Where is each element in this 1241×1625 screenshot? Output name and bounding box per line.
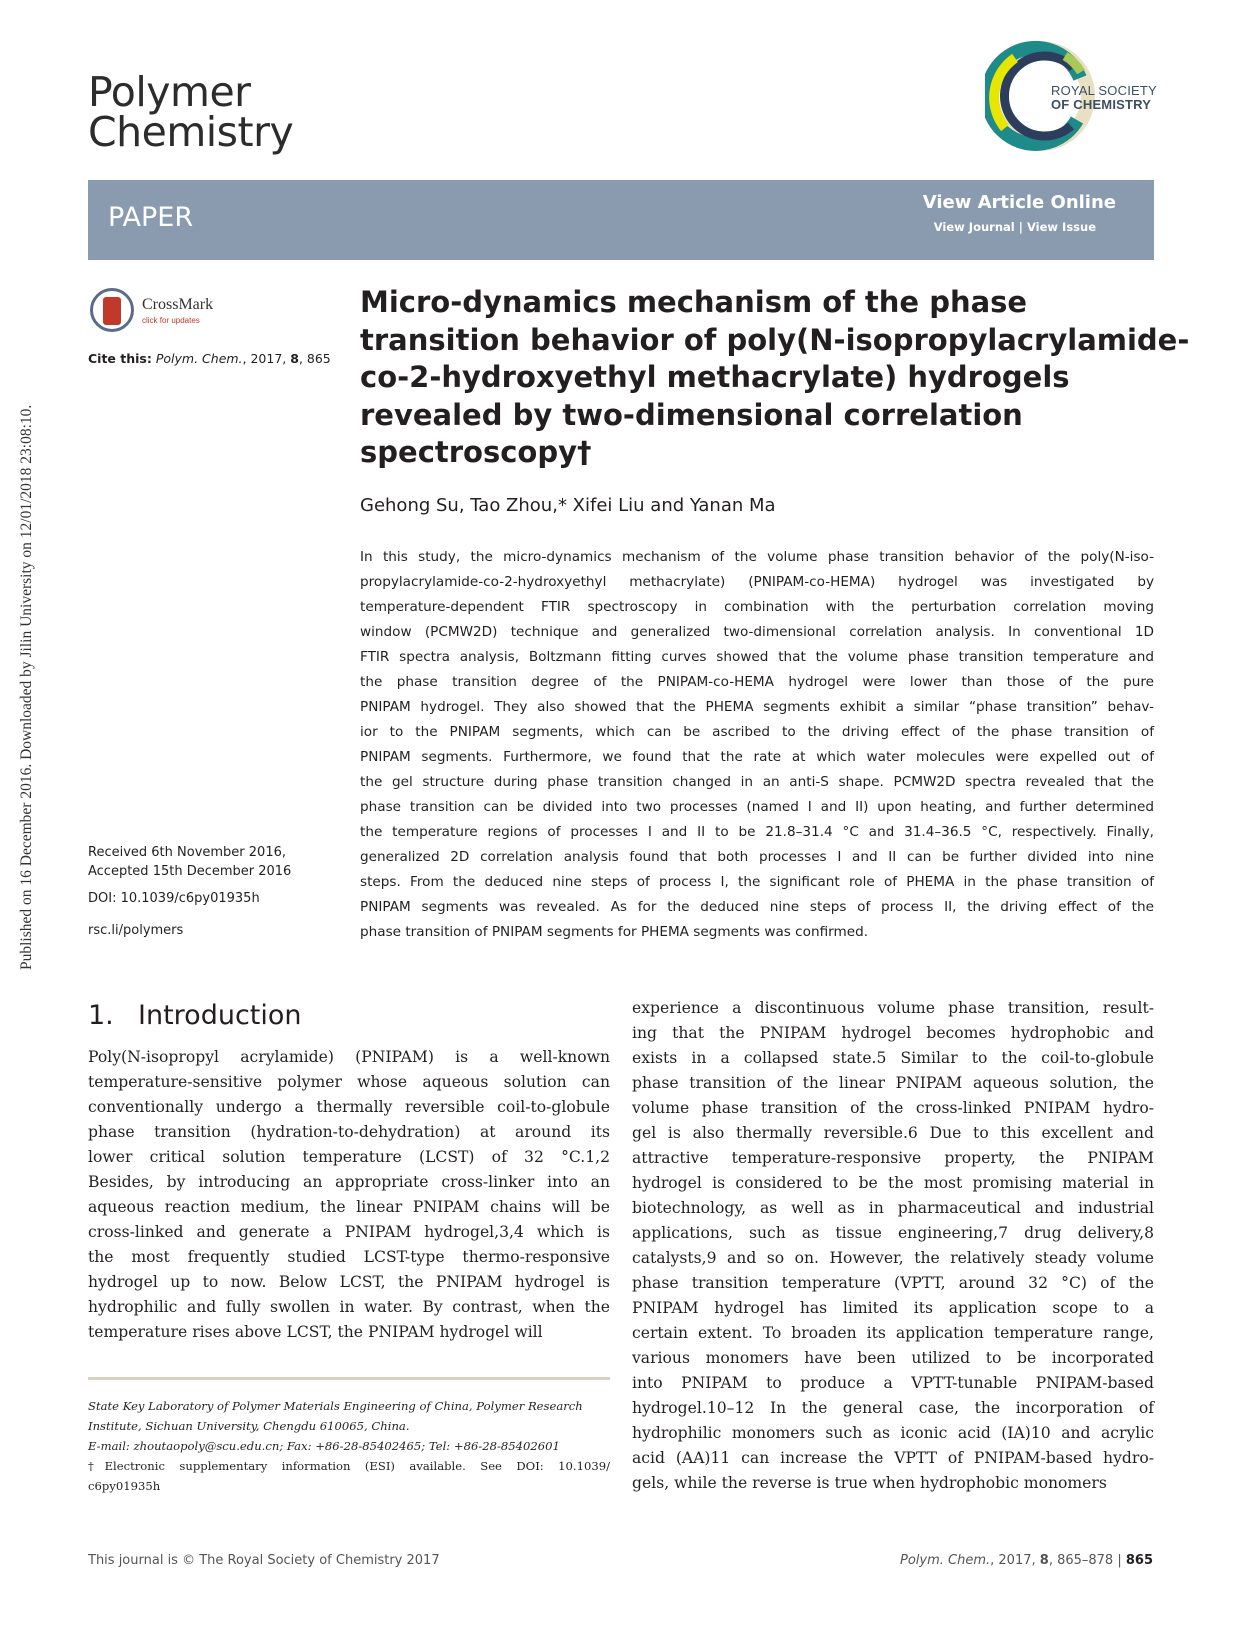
esi-note: †Electronic supplementary information (ESI) available. See DOI: 10.1039/ — [88, 1459, 610, 1473]
page-number: 865 — [1125, 1553, 1153, 1568]
cite-volume: 8 — [290, 351, 299, 366]
body-text-line: hydrogel up to now. Below LCST, the PNIPAM hydrogel is — [88, 1273, 610, 1291]
abstract-line: temperature-dependent FTIR spectroscopy in combination with the perturbation correlation moving — [360, 599, 1154, 615]
body-text-line: gels, while the reverse is true when hydrophobic monomers — [632, 1474, 1107, 1492]
abstract-line: FTIR spectra analysis, Boltzmann fitting curves showed that the volume phase transition temperature and — [360, 649, 1154, 665]
title-line: Micro-dynamics mechanism of the phase — [360, 285, 1028, 319]
cite-page: , 865 — [298, 351, 331, 366]
body-text-line: attractive temperature-responsive property, the PNIPAM — [632, 1149, 1154, 1167]
body-text-line: temperature-sensitive polymer whose aqueous solution can — [88, 1073, 610, 1091]
contact-line: E-mail: zhoutaopoly@scu.edu.cn; Fax: +86-28-85402465; Tel: +86-28-85402601 — [88, 1439, 560, 1453]
crossmark-label: CrossMark — [142, 296, 214, 313]
body-text-line: exists in a collapsed state.5 Similar to the coil-to-globule — [632, 1049, 1154, 1067]
link-separator: | — [1018, 220, 1023, 234]
body-text-line: acid (AA)11 can increase the VPTT of PNIPAM-based hydro- — [632, 1449, 1154, 1467]
crossmark-sublabel: click for updates — [142, 316, 200, 325]
title-line: revealed by two-dimensional correlation — [360, 397, 1023, 432]
crossmark-button[interactable] — [90, 288, 230, 336]
body-text-line: hydrogel.10–12 In the general case, the incorporation of — [632, 1399, 1154, 1417]
abstract-line: phase transition can be divided into two processes (named I and II) upon heating, and further determined — [360, 799, 1154, 815]
section-title: Introduction — [138, 1000, 302, 1031]
body-text-line: phase transition (hydration-to-dehydration) at around its — [88, 1123, 610, 1141]
body-text-line: biotechnology, as well as in pharmaceutical and industrial — [632, 1199, 1154, 1217]
footer-pages: , 865–878 — [1048, 1553, 1114, 1568]
body-text-line: aqueous reaction medium, the linear PNIPAM chains will be — [88, 1198, 610, 1216]
abstract-line: In this study, the micro-dynamics mechanism of the volume phase transition behavior of the poly(N-iso- — [360, 549, 1154, 565]
section-number: 1. — [88, 1000, 114, 1031]
crossmark-icon — [90, 288, 134, 332]
body-text-line: conventionally undergo a thermally reversible coil-to-globule — [88, 1098, 610, 1116]
abstract-line: phase transition of PNIPAM segments for PHEMA segments was confirmed. — [360, 924, 869, 940]
citation — [88, 351, 331, 366]
royal-society-wordmark — [1051, 84, 1157, 112]
article-title — [360, 284, 1190, 472]
article-type-banner — [88, 180, 1154, 260]
footer-volume: 8 — [1039, 1553, 1049, 1568]
affiliation-line: Institute, Sichuan University, Chengdu 610065, China. — [88, 1419, 410, 1433]
title-line: co-2-hydroxyethyl methacrylate) hydrogels — [360, 360, 1070, 394]
abstract-line: the gel structure during phase transition changed in an anti-S shape. PCMW2D spectra revealed that the — [360, 774, 1154, 790]
download-stamp: Published on 16 December 2016. Downloaded by Jilin University on 12/01/2018 23:08:10. — [18, 404, 35, 970]
body-text-line: hydrophilic and fully swollen in water. By contrast, when the — [88, 1298, 610, 1316]
journal-title-line-2: Chemistry — [88, 108, 294, 156]
journal-title-line-1: Polymer — [88, 68, 251, 116]
abstract-line: steps. From the deduced nine steps of process I, the significant role of PHEMA in the phase transition of — [360, 874, 1154, 890]
abstract-line: the temperature regions of processes I and II to be 21.8–31.4 °C and 31.4–36.5 °C, respectively. Finally, — [360, 824, 1154, 840]
body-text-line: lower critical solution temperature (LCST) of 32 °C.1,2 — [88, 1148, 610, 1166]
abstract-line: PNIPAM segments. Furthermore, we found that the rate at which water molecules were expelled out of — [360, 749, 1154, 765]
body-text-line: temperature rises above LCST, the PNIPAM hydrogel will — [88, 1323, 543, 1341]
body-text-line: experience a discontinuous volume phase transition, result- — [632, 999, 1154, 1017]
footer-journal: Polym. Chem. — [900, 1553, 991, 1568]
view-issue-link[interactable]: View Issue — [1026, 220, 1096, 234]
journal-title — [88, 68, 294, 156]
body-text-line: catalysts,9 and so on. However, the relatively steady volume — [632, 1249, 1154, 1267]
publisher-name-line-2: OF CHEMISTRY — [1051, 97, 1152, 112]
body-text-line: the most frequently studied LCST-type thermo-responsive — [88, 1248, 610, 1266]
author-list: Gehong Su, Tao Zhou,* Xifei Liu and Yanan Ma — [360, 495, 776, 516]
body-text-line: phase transition temperature (VPTT, around 32 °C) of the — [632, 1274, 1154, 1292]
journal-site-link[interactable]: rsc.li/polymers — [88, 923, 184, 938]
section-heading — [88, 1000, 302, 1031]
copyright-footer: This journal is © The Royal Society of Chemistry 2017 — [88, 1553, 440, 1568]
body-text-line: PNIPAM hydrogel has limited its application scope to a — [632, 1299, 1154, 1317]
body-text-line: ing that the PNIPAM hydrogel becomes hydrophobic and — [632, 1024, 1154, 1042]
accepted-date: Accepted 15th December 2016 — [88, 864, 292, 879]
abstract-line: PNIPAM segments was revealed. As for the deduced nine steps of process II, the driving effect of the — [360, 899, 1154, 915]
title-line: spectroscopy† — [360, 435, 592, 469]
received-accepted-dates — [88, 843, 291, 881]
body-text-line: hydrogel is considered to be the most promising material in — [632, 1174, 1154, 1192]
cite-journal: Polym. Chem. — [155, 351, 243, 366]
abstract-line: window (PCMW2D) technique and generalized two-dimensional correlation analysis. In conventional 1D — [360, 624, 1154, 640]
body-text-line: volume phase transition of the cross-linked PNIPAM hydro- — [632, 1099, 1154, 1117]
cite-year: , 2017, — [242, 351, 291, 366]
body-text-line: certain extent. To broaden its application temperature range, — [632, 1324, 1154, 1342]
abstract-line: PNIPAM hydrogel. They also showed that the PHEMA segments exhibit a similar “phase transition” behav- — [360, 699, 1154, 715]
view-journal-link[interactable]: View Journal — [933, 220, 1015, 234]
body-text-line: applications, such as tissue engineering,7 drug delivery,8 — [632, 1224, 1154, 1242]
doi[interactable]: DOI: 10.1039/c6py01935h — [88, 891, 260, 906]
abstract-line: ior to the PNIPAM segments, which can be ascribed to the driving effect of the phase transition of — [360, 724, 1154, 740]
journal-issue-links — [934, 220, 1096, 234]
body-text-line: Poly(N-isopropyl acrylamide) (PNIPAM) is a well-known — [88, 1048, 610, 1066]
abstract-line: propylacrylamide-co-2-hydroxyethyl methacrylate) (PNIPAM-co-HEMA) hydrogel was investigated by — [360, 574, 1154, 590]
body-text-line: hydrophilic monomers such as iconic acid (IA)10 and acrylic — [632, 1424, 1154, 1442]
received-date: Received 6th November 2016, — [88, 845, 286, 860]
body-left-column — [88, 1045, 610, 1345]
body-text-line: various monomers have been utilized to be incorporated — [632, 1349, 1154, 1367]
title-line: transition behavior of poly(N-isopropylacrylamide- — [360, 322, 1190, 357]
footnote-divider — [88, 1377, 610, 1380]
view-article-online-link[interactable]: View Article Online — [922, 192, 1116, 213]
article-type-label: PAPER — [108, 202, 194, 233]
publisher-name-line-1: ROYAL SOCIETY — [1051, 83, 1157, 98]
body-text-line: Besides, by introducing an appropriate cross-linker into an — [88, 1173, 610, 1191]
abstract-line: the phase transition degree of the PNIPAM-co-HEMA hydrogel were lower than those of the pure — [360, 674, 1154, 690]
footnotes — [88, 1396, 610, 1496]
page-footer — [900, 1553, 1153, 1568]
body-text-line: gel is also thermally reversible.6 Due to this excellent and — [632, 1124, 1154, 1142]
body-text-line: cross-linked and generate a PNIPAM hydrogel,3,4 which is — [88, 1223, 610, 1241]
body-text-line: into PNIPAM to produce a VPTT-tunable PNIPAM-based — [632, 1374, 1154, 1392]
footer-year: , 2017, — [990, 1553, 1040, 1568]
esi-note: c6py01935h — [88, 1479, 161, 1493]
abstract-line: generalized 2D correlation analysis found that both processes I and II can be further divided into nine — [360, 849, 1154, 865]
affiliation-line: State Key Laboratory of Polymer Materials Engineering of China, Polymer Research — [88, 1399, 583, 1413]
cite-label: Cite this: — [88, 351, 152, 366]
body-text-line: phase transition of the linear PNIPAM aqueous solution, the — [632, 1074, 1154, 1092]
abstract — [360, 545, 1154, 945]
footer-separator: | — [1113, 1553, 1126, 1568]
body-right-column — [632, 996, 1154, 1496]
